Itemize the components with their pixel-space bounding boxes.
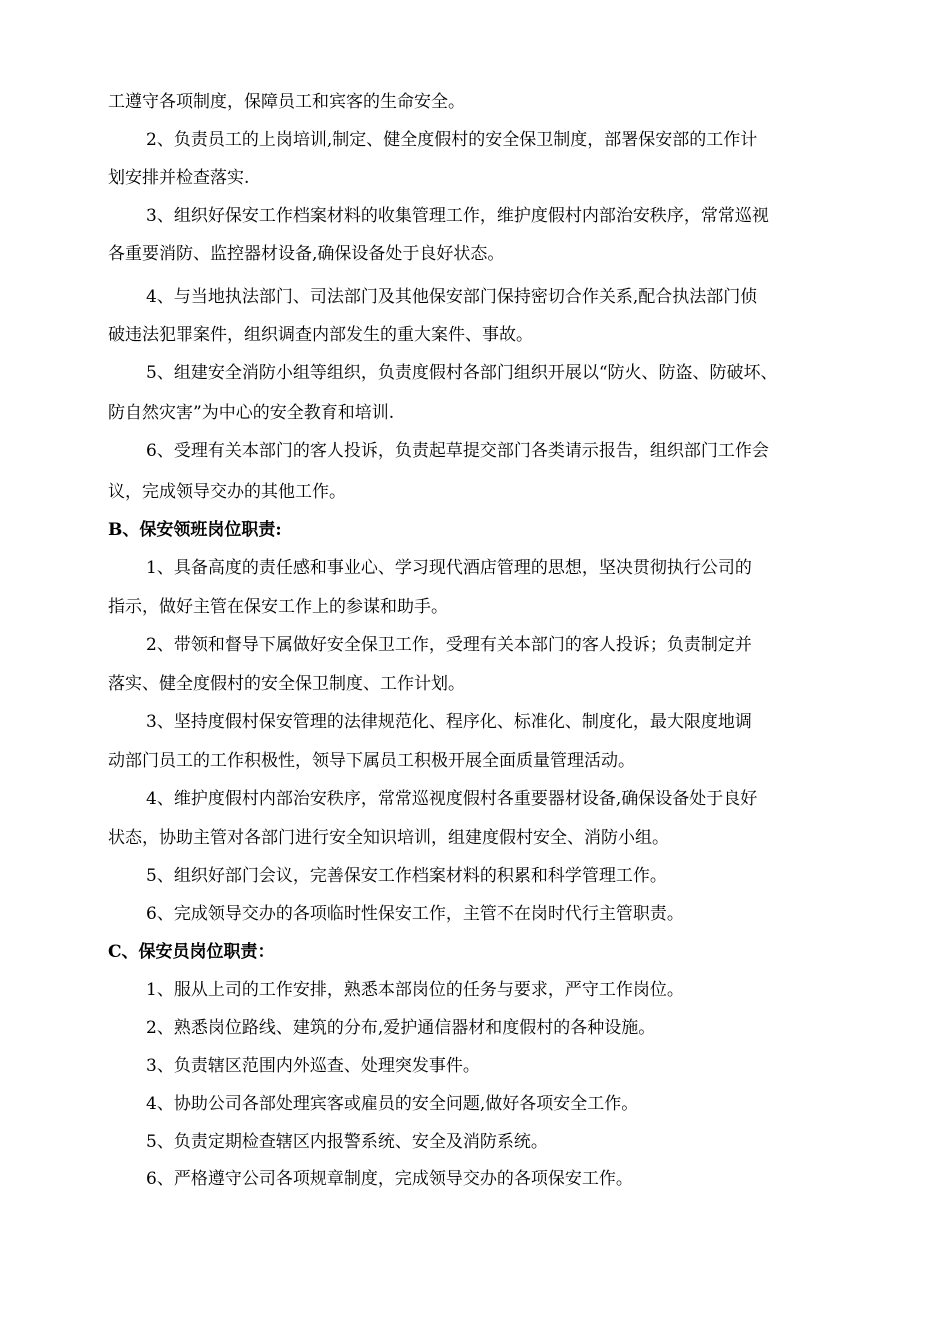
text-line: 5、组建安全消防小组等组织，负责度假村各部门组织开展以“防火、防盗、防破坏、 [146, 363, 778, 383]
text-line: 3、组织好保安工作档案材料的收集管理工作，维护度假村内部治安秩序，常常巡视 [146, 206, 769, 226]
text-line: 3、坚持度假村保安管理的法律规范化、程序化、标准化、制度化，最大限度地调 [146, 712, 752, 732]
text-line: 工遵守各项制度，保障员工和宾客的生命安全。 [108, 92, 465, 112]
text-line: 指示，做好主管在保安工作上的参谋和助手。 [108, 597, 448, 617]
text-line: 5、负责定期检查辖区内报警系统、安全及消防系统。 [146, 1132, 548, 1152]
text-line: 4、协助公司各部处理宾客或雇员的安全问题,做好各项安全工作。 [146, 1094, 639, 1114]
text-line: 2、带领和督导下属做好安全保卫工作，受理有关本部门的客人投诉；负责制定并 [146, 635, 752, 655]
text-line: 防自然灾害”为中心的安全教育和培训. [108, 403, 395, 423]
section-heading: B、保安领班岗位职责: [108, 520, 282, 540]
text-line: 6、严格遵守公司各项规章制度，完成领导交办的各项保安工作。 [146, 1169, 633, 1189]
text-line: 4、与当地执法部门、司法部门及其他保安部门保持密切合作关系,配合执法部门侦 [146, 287, 758, 307]
text-line: 2、负责员工的上岗培训,制定、健全度假村的安全保卫制度，部署保安部的工作计 [146, 130, 758, 150]
text-line: 1、具备高度的责任感和事业心、学习现代酒店管理的思想，坚决贯彻执行公司的 [146, 558, 752, 578]
text-line: 议，完成领导交办的其他工作。 [108, 482, 346, 502]
text-line: 落实、健全度假村的安全保卫制度、工作计划。 [108, 674, 465, 694]
text-line: 状态，协助主管对各部门进行安全知识培训，组建度假村安全、消防小组。 [108, 828, 669, 848]
text-line: 动部门员工的工作积极性，领导下属员工积极开展全面质量管理活动。 [108, 751, 635, 771]
text-line: 2、熟悉岗位路线、建筑的分布,爱护通信器材和度假村的各种设施。 [146, 1018, 656, 1038]
text-line: 6、完成领导交办的各项临时性保安工作，主管不在岗时代行主管职责。 [146, 904, 684, 924]
text-line: 6、受理有关本部门的客人投诉，负责起草提交部门各类请示报告，组织部门工作会 [146, 441, 769, 461]
text-line: 各重要消防、监控器材设备,确保设备处于良好状态。 [108, 244, 505, 264]
text-line: 4、维护度假村内部治安秩序，常常巡视度假村各重要器材设备,确保设备处于良好 [146, 789, 758, 809]
text-line: 划安排并检查落实. [108, 168, 250, 188]
section-heading: C、保安员岗位职责： [108, 942, 275, 962]
text-line: 破违法犯罪案件，组织调查内部发生的重大案件、事故。 [108, 325, 533, 345]
text-line: 1、服从上司的工作安排，熟悉本部岗位的任务与要求，严守工作岗位。 [146, 980, 684, 1000]
text-line: 3、负责辖区范围内外巡查、处理突发事件。 [146, 1056, 480, 1076]
text-line: 5、组织好部门会议，完善保安工作档案材料的积累和科学管理工作。 [146, 866, 667, 886]
